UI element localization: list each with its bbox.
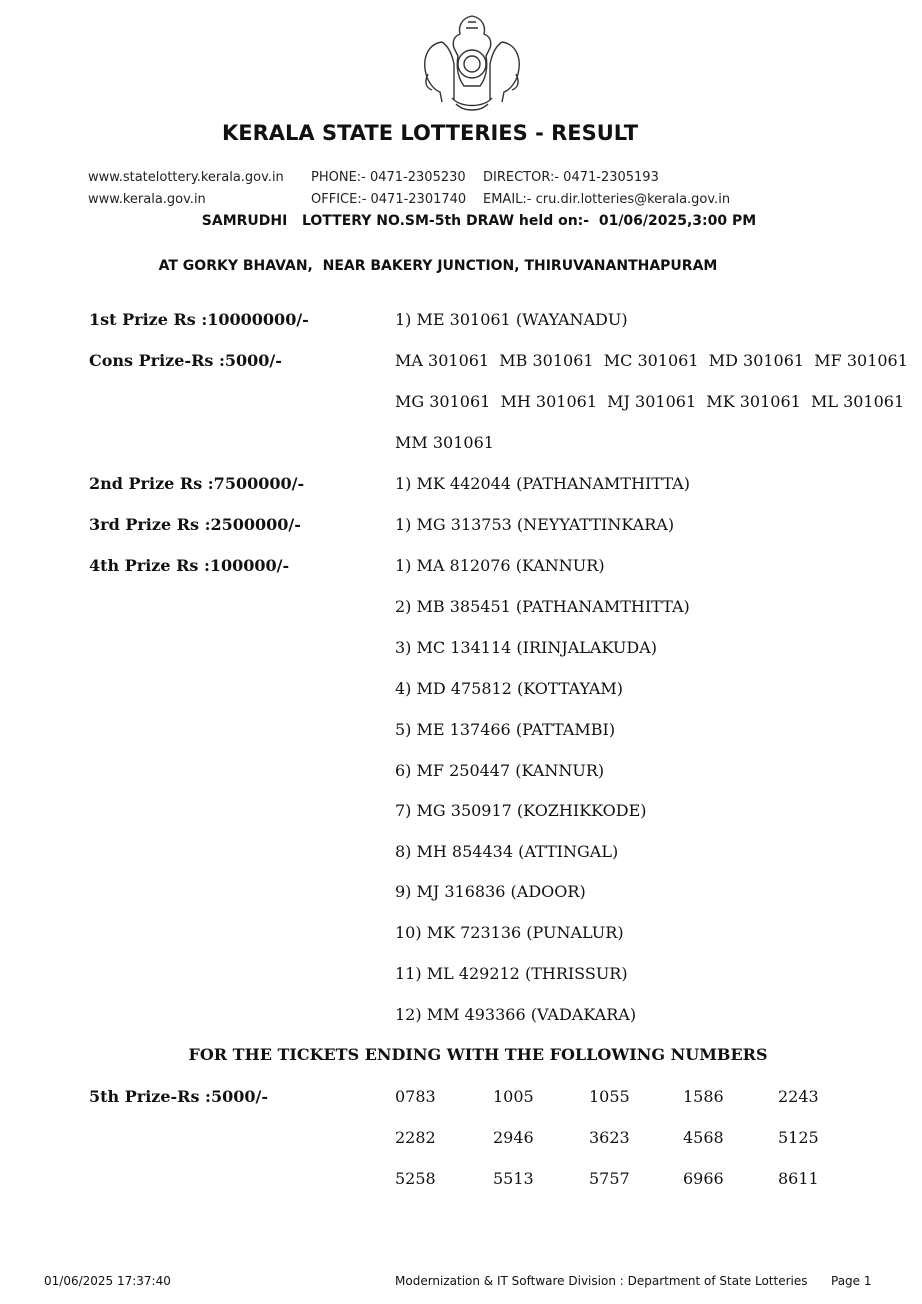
second-prize-winner: 1) MK 442044 (PATHANAMTHITTA) (395, 474, 690, 493)
page-title: KERALA STATE LOTTERIES - RESULT (221, 121, 639, 145)
cons-prize-line: MG 301061 MH 301061 MJ 301061 MK 301061 ML 301061 (395, 392, 905, 411)
draw-info: SAMRUDHI LOTTERY NO.SM-5th DRAW held on:- 01/06/2025,3:00 PM (201, 213, 757, 229)
fourth-prize-winner: 1) MA 812076 (KANNUR) (395, 556, 605, 575)
director-number: DIRECTOR:- 0471-2305193 (483, 170, 659, 185)
fifth-prize-number: 1586 (683, 1087, 724, 1106)
second-prize-label: 2nd Prize Rs :7500000/- (89, 474, 305, 493)
third-prize-winner: 1) MG 313753 (NEYYATTINKARA) (395, 515, 675, 534)
fifth-prize-number: 5258 (395, 1169, 436, 1188)
ending-numbers-heading: FOR THE TICKETS ENDING WITH THE FOLLOWING NUMBERS (188, 1045, 768, 1064)
fourth-prize-winner: 10) MK 723136 (PUNALUR) (395, 923, 624, 942)
cons-prize-label: Cons Prize-Rs :5000/- (89, 351, 282, 370)
first-prize-winner: 1) ME 301061 (WAYANADU) (395, 310, 628, 329)
first-prize-label: 1st Prize Rs :10000000/- (89, 310, 309, 329)
fourth-prize-winner: 4) MD 475812 (KOTTAYAM) (395, 679, 624, 698)
fifth-prize-number: 1055 (589, 1087, 630, 1106)
fourth-prize-winner: 3) MC 134114 (IRINJALAKUDA) (395, 638, 657, 657)
fifth-prize-number: 4568 (683, 1128, 724, 1147)
footer-division: Modernization & IT Software Division : Department of State Lotteries (395, 1274, 808, 1288)
fifth-prize-number: 1005 (493, 1087, 534, 1106)
fourth-prize-label: 4th Prize Rs :100000/- (89, 556, 290, 575)
phone-number: PHONE:- 0471-2305230 (311, 170, 466, 185)
footer-page-number: Page 1 (831, 1274, 872, 1288)
draw-venue: AT GORKY BHAVAN, NEAR BAKERY JUNCTION, THIRUVANANTHAPURAM (158, 258, 718, 274)
fifth-prize-label: 5th Prize-Rs :5000/- (89, 1087, 268, 1106)
fourth-prize-winner: 11) ML 429212 (THRISSUR) (395, 964, 628, 983)
fifth-prize-number: 2282 (395, 1128, 436, 1147)
cons-prize-line: MA 301061 MB 301061 MC 301061 MD 301061 MF 301061 (395, 351, 908, 370)
fifth-prize-number: 2243 (778, 1087, 819, 1106)
third-prize-label: 3rd Prize Rs :2500000/- (89, 515, 301, 534)
fourth-prize-winner: 12) MM 493366 (VADAKARA) (395, 1005, 637, 1024)
office-number: OFFICE:- 0471-2301740 (311, 192, 467, 207)
fifth-prize-number: 5125 (778, 1128, 819, 1147)
footer-timestamp: 01/06/2025 17:37:40 (44, 1274, 171, 1288)
fourth-prize-winner: 7) MG 350917 (KOZHIKKODE) (395, 801, 647, 820)
fifth-prize-number: 6966 (683, 1169, 724, 1188)
fifth-prize-number: 3623 (589, 1128, 630, 1147)
website-link-primary[interactable]: www.statelottery.kerala.gov.in (88, 170, 284, 185)
email-address[interactable]: EMAIL:- cru.dir.lotteries@kerala.gov.in (483, 192, 731, 207)
fifth-prize-number: 8611 (778, 1169, 819, 1188)
fifth-prize-number: 2946 (493, 1128, 534, 1147)
kerala-emblem-icon (418, 12, 526, 114)
fifth-prize-number: 5757 (589, 1169, 630, 1188)
fifth-prize-number: 5513 (493, 1169, 534, 1188)
fourth-prize-winner: 5) ME 137466 (PATTAMBI) (395, 720, 616, 739)
website-link-secondary[interactable]: www.kerala.gov.in (88, 192, 206, 207)
fourth-prize-winner: 8) MH 854434 (ATTINGAL) (395, 842, 619, 861)
fourth-prize-winner: 9) MJ 316836 (ADOOR) (395, 882, 586, 901)
fifth-prize-number: 0783 (395, 1087, 436, 1106)
cons-prize-line: MM 301061 (395, 433, 494, 452)
fourth-prize-winner: 6) MF 250447 (KANNUR) (395, 761, 605, 780)
fourth-prize-winner: 2) MB 385451 (PATHANAMTHITTA) (395, 597, 690, 616)
